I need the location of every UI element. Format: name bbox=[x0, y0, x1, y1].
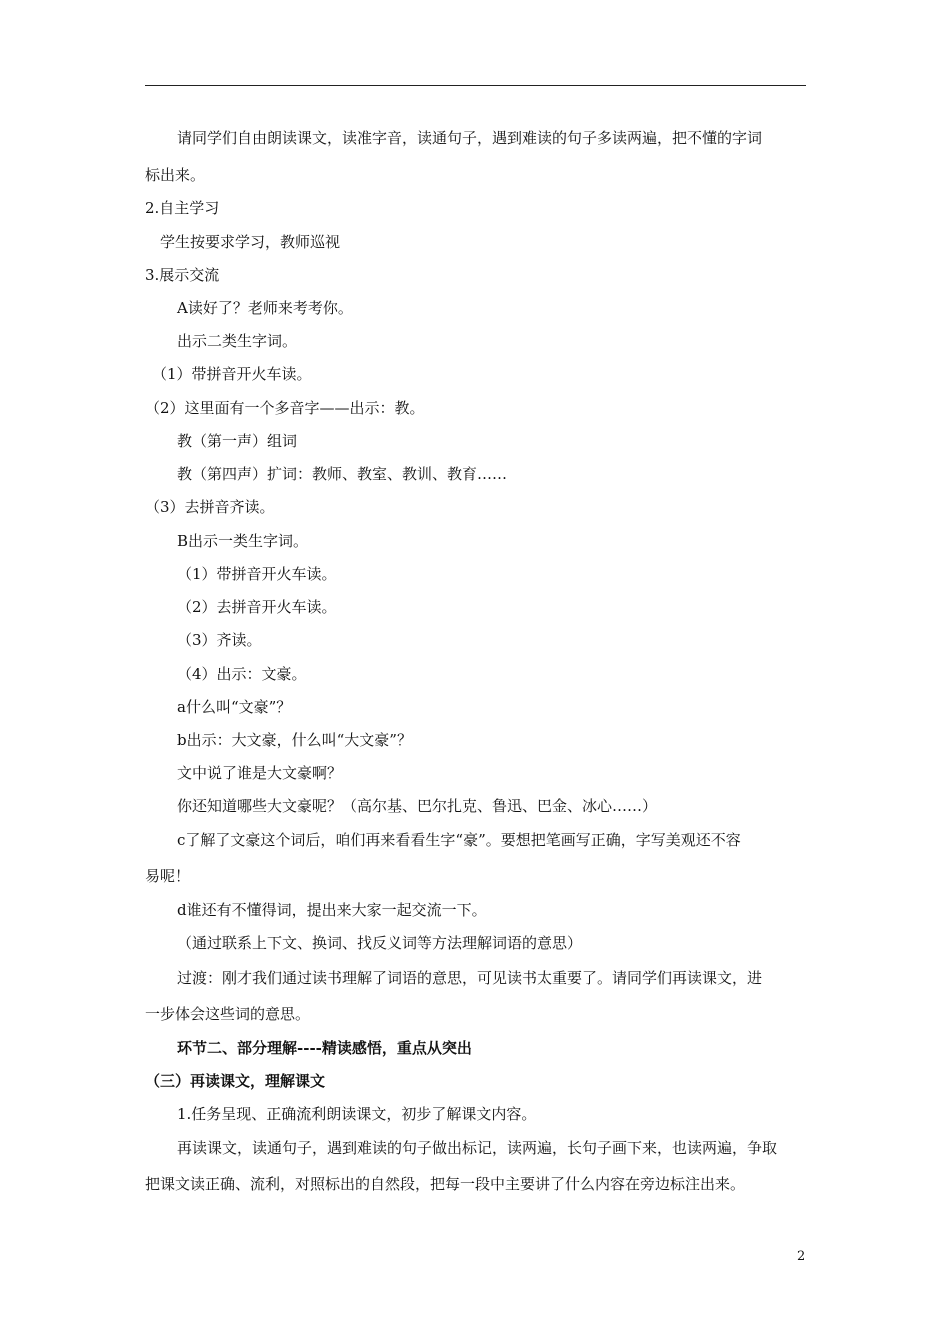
text-line: a什么叫“文豪”？ bbox=[177, 698, 292, 716]
text-line: 过渡：刚才我们通过读书理解了词语的意思，可见读书太重要了。请同学们再读课文，进 bbox=[177, 969, 763, 987]
header-rule bbox=[145, 85, 806, 86]
list-item: （2）去拼音开火车读。 bbox=[177, 598, 337, 616]
text-line: A读好了？老师来考考你。 bbox=[177, 299, 353, 317]
section-heading: （三）再读课文，理解课文 bbox=[145, 1072, 326, 1090]
text-line: 把课文读正确、流利，对照标出的自然段，把每一段中主要讲了什么内容在旁边标注出来。 bbox=[145, 1175, 746, 1193]
text-line: 出示二类生字词。 bbox=[177, 332, 298, 350]
text-line: 你还知道哪些大文豪呢？（高尔基、巴尔扎克、鲁迅、巴金、冰心……） bbox=[177, 797, 658, 815]
text-line: 一步体会这些词的意思。 bbox=[145, 1005, 311, 1023]
text-line: 再读课文，读通句子，遇到难读的句子做出标记，读两遍，长句子画下来，也读两遍，争取 bbox=[177, 1139, 778, 1157]
text-line: 教（第四声）扩词：教师、教室、教训、教育…… bbox=[177, 465, 508, 483]
text-line: 学生按要求学习，教师巡视 bbox=[160, 233, 341, 251]
text-line: c了解了文豪这个词后，咱们再来看看生字“豪”。要想把笔画写正确，字写美观还不容 bbox=[177, 831, 741, 849]
section-heading: 2.自主学习 bbox=[145, 199, 220, 217]
list-item: （2）这里面有一个多音字——出示：教。 bbox=[145, 399, 425, 417]
list-item: （4）出示：文豪。 bbox=[177, 665, 307, 683]
list-item: （1）带拼音开火车读。 bbox=[177, 565, 337, 583]
text-line: 教（第一声）组词 bbox=[177, 432, 298, 450]
page-number: 2 bbox=[797, 1249, 806, 1264]
text-line: 请同学们自由朗读课文，读准字音，读通句子，遇到难读的句子多读两遍，把不懂的字词 bbox=[177, 129, 763, 147]
text-line: b出示：大文豪，什么叫“大文豪”？ bbox=[177, 731, 412, 749]
text-line: 文中说了谁是大文豪啊？ bbox=[177, 764, 343, 782]
text-line: 易呢！ bbox=[145, 867, 191, 885]
section-heading: 环节二、部分理解----精读感悟，重点从突出 bbox=[177, 1039, 472, 1057]
text-line: （通过联系上下文、换词、找反义词等方法理解词语的意思） bbox=[177, 934, 583, 952]
section-heading: 3.展示交流 bbox=[145, 266, 220, 284]
list-item: （3）齐读。 bbox=[177, 631, 262, 649]
text-line: d谁还有不懂得词，提出来大家一起交流一下。 bbox=[177, 901, 487, 919]
text-line: B出示一类生字词。 bbox=[177, 532, 309, 550]
text-line: 标出来。 bbox=[145, 166, 206, 184]
list-item: （3）去拼音齐读。 bbox=[145, 498, 275, 516]
text-line: 1.任务呈现、正确流利朗读课文，初步了解课文内容。 bbox=[177, 1105, 537, 1123]
list-item: （1）带拼音开火车读。 bbox=[152, 365, 312, 383]
